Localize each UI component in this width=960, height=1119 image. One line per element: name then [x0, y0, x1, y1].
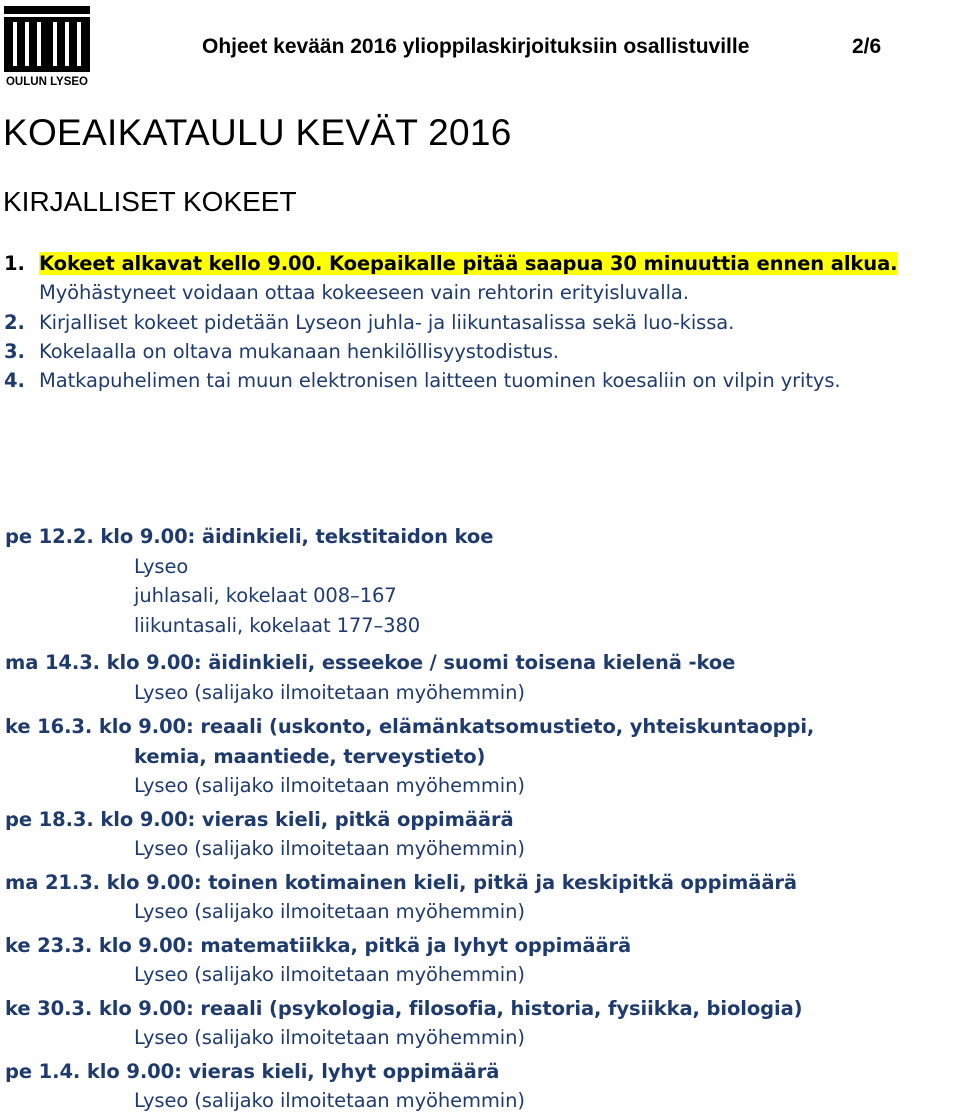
- exam-heading: pe 18.3. klo 9.00: vieras kieli, pitkä oppimäärä: [5, 807, 514, 831]
- exam-entry: [0, 868, 960, 927]
- exam-schedule: [0, 522, 960, 1116]
- exam-heading: ke 30.3. klo 9.00: reaali (psykologia, filosofia, historia, fysiikka, biologia): [5, 996, 803, 1020]
- exam-entry: [0, 931, 960, 990]
- rule-text: Kokelaalla on oltava mukanaan henkilöllisyystodistus.: [39, 339, 559, 363]
- rule-number: 2.: [4, 310, 25, 334]
- rule-item-3: [0, 337, 960, 366]
- rule-number: 1.: [4, 252, 25, 275]
- rule-item-1: [0, 249, 960, 308]
- rule-item-2: [0, 308, 960, 337]
- exam-location: juhlasali, kokelaat 008–167: [134, 584, 397, 607]
- page-number: 2/6: [852, 35, 882, 58]
- exam-heading: pe 12.2. klo 9.00: äidinkieli, tekstitaidon koe: [5, 525, 494, 548]
- page-title: KOEAIKATAULU KEVÄT 2016: [3, 112, 512, 153]
- exam-location: Lyseo: [134, 554, 189, 578]
- exam-location: Lyseo (salijako ilmoitetaan myöhemmin): [134, 837, 525, 860]
- exam-location: liikuntasali, kokelaat 177–380: [134, 613, 421, 637]
- exam-heading: pe 1.4. klo 9.00: vieras kieli, lyhyt oppimäärä: [5, 1059, 500, 1083]
- rule-text: Kirjalliset kokeet pidetään Lyseon juhla- ja liikuntasalissa sekä luo-kissa.: [39, 310, 735, 334]
- exam-location: Lyseo (salijako ilmoitetaan myöhemmin): [134, 1089, 525, 1112]
- document-header-title: Ohjeet kevään 2016 ylioppilaskirjoituksiin osallistuville: [202, 35, 750, 58]
- highlighted-rule-text: Kokeet alkavat kello 9.00. Koepaikalle pitää saapua 30 minuuttia ennen alkua.: [39, 252, 898, 275]
- rule-item-4: [0, 366, 960, 395]
- logo-text: OULUN LYSEO: [5, 76, 89, 88]
- rule-text: Myöhästyneet voidaan ottaa kokeeseen vain rehtorin erityisluvalla.: [39, 281, 689, 305]
- exam-entry: [0, 1057, 960, 1116]
- exam-heading: ma 21.3. klo 9.00: toinen kotimainen kieli, pitkä ja keskipitkä oppimäärä: [5, 870, 797, 894]
- exam-location: Lyseo (salijako ilmoitetaan myöhemmin): [134, 680, 525, 704]
- rule-text: Matkapuhelimen tai muun elektronisen laitteen tuominen koesaliin on vilpin yritys.: [39, 369, 841, 393]
- exam-heading: ke 16.3. klo 9.00: reaali (uskonto, elämänkatsomustieto, yhteiskuntaoppi,: [5, 715, 815, 738]
- exam-heading-continued: kemia, maantiede, terveystieto): [134, 744, 486, 768]
- exam-entry: [0, 648, 960, 707]
- exam-entry: [0, 522, 960, 640]
- oulun-lyseo-logo: [4, 2, 90, 88]
- rule-number: 3.: [4, 339, 25, 363]
- exam-heading: ke 23.3. klo 9.00: matematiikka, pitkä ja lyhyt oppimäärä: [5, 933, 632, 957]
- exam-location: Lyseo (salijako ilmoitetaan myöhemmin): [134, 900, 525, 923]
- exam-entry: [0, 712, 960, 801]
- rule-number: 4.: [4, 369, 25, 393]
- exam-entry: [0, 994, 960, 1053]
- exam-heading: ma 14.3. klo 9.00: äidinkieli, esseekoe / suomi toisena kielenä -koe: [5, 651, 736, 674]
- section-title: KIRJALLISET KOKEET: [3, 186, 297, 217]
- exam-location: Lyseo (salijako ilmoitetaan myöhemmin): [134, 774, 525, 797]
- rules-list: [0, 249, 960, 395]
- exam-location: Lyseo (salijako ilmoitetaan myöhemmin): [134, 1026, 525, 1049]
- exam-entry: [0, 805, 960, 864]
- exam-location: Lyseo (salijako ilmoitetaan myöhemmin): [134, 963, 525, 986]
